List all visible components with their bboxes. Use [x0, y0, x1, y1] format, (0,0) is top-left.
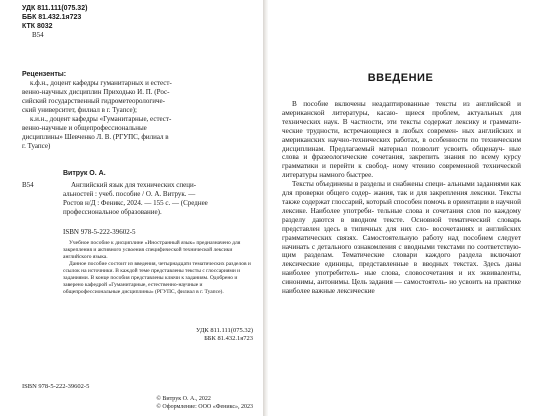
reviewer-1-line: ский университет, филиал в г. Туапсе);: [22, 106, 137, 114]
text-line: тельные слова и сочетания слов по каждому разделу: [282, 206, 522, 224]
text-line: но усвоить на практике наиболее важные лексические: [282, 278, 521, 296]
text-line: даются в вводном тексте. Основной тематический: [312, 215, 491, 224]
text-line: синонимы, антонимы. Цель задания — самостоятель-: [282, 278, 448, 287]
text-line: намного быстрее.: [319, 171, 374, 180]
udk-code-bottom: УДК 811.111(075.32): [196, 327, 253, 334]
reviewer-1-line: венно-научных дисциплин Приходько И. П. (Рос-: [22, 88, 170, 96]
reviewers-block: [22, 70, 254, 151]
annotation-paragraph: Данное пособие состоит из введения, четырнадцати тематических разделов и ссылок на источники. В каждой теме представлены тексты с глоссариями и заданиями. В конце пособия представлены ключи к заданиям. Одобрено и заверено кафедрой «Гуманитарные, естественно-научные и общепрофессиональные дисциплины» (РГУПС, филиал в г. Туапсе).: [63, 261, 251, 295]
text-line: из английской и американской литературы, касаю-: [282, 100, 522, 117]
text-line: щим разделам. Тематические словари каждого раздела: [282, 251, 482, 260]
text-line: включают лексические единицы, представленные в: [282, 251, 521, 269]
text-line: знания по всему курсу грамматики и перейти к свобод-: [282, 153, 522, 171]
text-line: альными заданиями как для проверки общего содер-: [282, 180, 521, 198]
copyright: [156, 395, 253, 411]
reviewer-2-line: дисциплины» Шевченко Л. В. (РГУПС, филиал в: [22, 133, 169, 141]
author-mark: В54: [32, 31, 44, 39]
text-line: работу над пособием следует начинать с детального: [282, 233, 521, 251]
ktk-code: КТК 8032: [22, 23, 53, 30]
text-line: восочетаниях и английских грамматических связях. Самостоятельную: [282, 224, 521, 242]
isbn-bottom: ISBN 978-5-222-39602-5: [22, 383, 90, 390]
introduction-text: [282, 100, 521, 296]
paragraph: [282, 100, 521, 180]
paragraph: [282, 180, 521, 296]
text-line: ориентации в научной лексике. Наиболее употреби-: [282, 197, 522, 215]
text-line: Предлагаемый материал позволит усвоить общенауч-: [329, 144, 505, 153]
text-line: Тексты объединены в разделы и снабжены специ-: [292, 180, 446, 189]
reviewer-2-line: венно-научные и общепрофессиональные: [22, 124, 147, 132]
isbn: ISBN 978-5-222-39602-5: [63, 228, 136, 236]
reviewer-2-line: г. Туапсе): [22, 142, 51, 150]
author-name: Витрук О. А.: [63, 170, 106, 177]
copyright-line: © Оформление: ООО «Феникс», 2023: [156, 404, 253, 410]
bbk-code-bottom: ББК 81.432.1я723: [204, 335, 253, 342]
text-line: В частности, эти тексты содержат лексику и граммати-: [342, 117, 522, 126]
reviewer-2-line: к.и.н., доцент кафедры «Гуманитарные, естест-: [30, 115, 172, 123]
text-line: ные слова, словосочетания и их эквиваленты,: [364, 269, 521, 278]
text-line: В пособие включены неадаптированные тексты: [292, 100, 457, 108]
book-line: Ростов н/Д : Феникс, 2024. — 155 с. — (Среднее: [63, 199, 208, 207]
chapter-title: ВВЕДЕНИЕ: [367, 72, 434, 84]
left-page: [0, 0, 263, 416]
text-line: словарь представлен здесь в типичных для них сло-: [282, 215, 521, 233]
text-line: щиеся проблем, актуальных для технических наук.: [282, 108, 521, 126]
bibliographic-entry: [22, 181, 254, 217]
book-code: В54: [22, 181, 34, 189]
text-line: содержат глоссарий, который способен помочь в: [301, 197, 451, 206]
text-line: ознакомления с вводными текстами по соответствую-: [353, 242, 522, 251]
right-page: [268, 0, 533, 416]
udk-code: УДК 811.111(075.32): [22, 5, 88, 12]
text-line: ных английских и американских научно-технических: [282, 126, 521, 144]
annotation-paragraph: Учебное пособие к дисциплине «Иностранный язык» предназначено для закрепления и активного усвоения специфической технической лексики английского языка.: [63, 240, 241, 260]
text-line: жания, так и для закрепления лексики. Тексты также: [282, 189, 522, 206]
text-line: работах, в особенности по техническим дисциплинам.: [282, 135, 521, 153]
bottom-codes: [196, 327, 253, 343]
book-line: профессиональное образование).: [63, 208, 162, 216]
annotation: [63, 240, 253, 296]
reviewer-1-line: к.ф.н., доцент кафедры гуманитарных и естест-: [30, 79, 172, 87]
bbk-code: ББК 81.432.1я723: [22, 14, 82, 21]
copyright-line: © Витрук О. А., 2022: [156, 396, 211, 402]
book-line: альностей : учеб. пособие / О. А. Витрук. —: [63, 190, 196, 198]
classification-codes: [22, 4, 87, 40]
text-line: ческие трудности, встречающиеся в любых современ-: [282, 126, 459, 135]
book-line: Английский язык для технических специ-: [71, 181, 197, 189]
reviewer-1-line: сийский государственный гидрометеорологиче-: [22, 97, 165, 105]
reviewers-heading: Рецензенты:: [22, 71, 67, 78]
text-line: ному чтению современной технической литературы: [282, 162, 521, 180]
text-line: вводных текстах. Здесь даны наиболее употребитель-: [282, 260, 522, 278]
text-line: ные слова и фразеологические сочетания, закрепить: [282, 144, 522, 162]
